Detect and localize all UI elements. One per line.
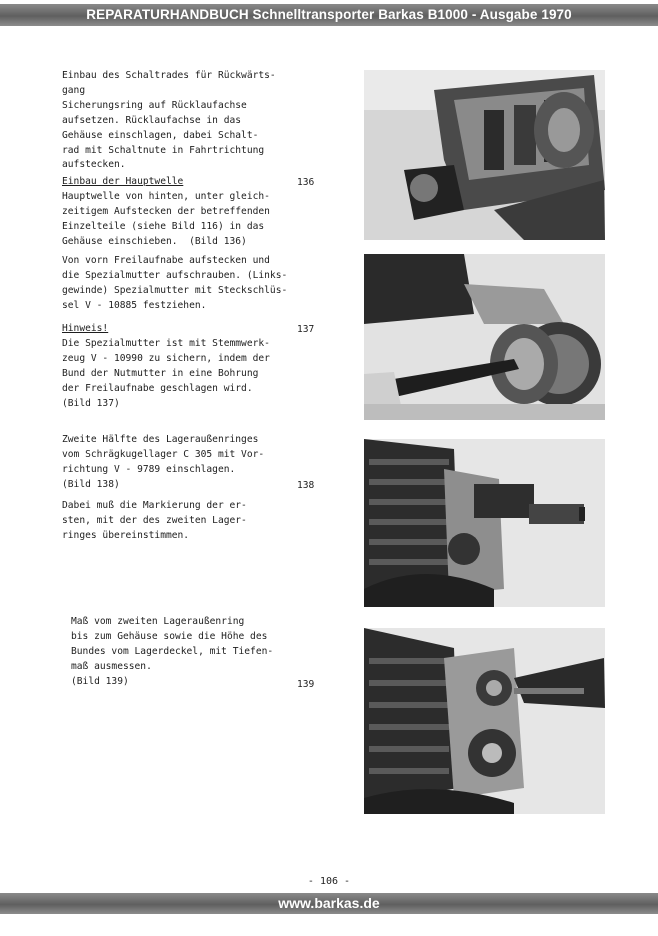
text-block-marking: Dabei muß die Markierung der er- sten, mit der des zweiten Lager- ringes übereinstimmen. <box>62 500 247 541</box>
footer-link[interactable]: www.barkas.de <box>278 895 380 911</box>
figure-number: 137 <box>297 324 315 335</box>
photo-bild-139 <box>364 628 605 814</box>
photo-bild-136 <box>364 70 605 240</box>
text-block-measure: Maß vom zweiten Lageraußenring bis zum Gehäuse sowie die Höhe des Bundes vom Lagerdeckel, mit Tiefen- maß ausmessen. (Bild 139) <box>71 616 274 687</box>
header-bar <box>0 4 658 26</box>
text-block-main-shaft: Einbau der Hauptwelle Hauptwelle von hinten, unter gleich- zeitigem Aufstecken der betreffenden Einzelteile (siehe Bild 116) in das Gehäuse einschieben. (Bild 136) <box>62 176 270 247</box>
footer-bar <box>0 893 658 914</box>
photo-bild-137 <box>364 254 605 420</box>
figure-number: 139 <box>297 679 315 690</box>
page-number: - 106 - <box>307 876 351 887</box>
text-block-freewheel: Von vorn Freilaufnabe aufstecken und die Spezialmutter aufschrauben. (Links- gewinde) Spezialmutter mit Steckschlüs- sel V - 10885 festziehen. <box>62 255 288 311</box>
text-block-reverse-gear: Einbau des Schaltrades für Rückwärts- gang Sicherungsring auf Rücklaufachse aufsetzen. Rücklaufachse in das Gehäuse einschlagen, dabei Schalt- rad mit Schaltnute in Fahrtrichtung aufstecken. <box>62 70 276 171</box>
photo-bild-138 <box>364 439 605 607</box>
page-title: REPARATURHANDBUCH Schnelltransporter Barkas B1000 - Ausgabe 1970 <box>86 7 572 22</box>
figure-number: 138 <box>297 480 315 491</box>
section-heading: Einbau der Hauptwelle <box>62 176 184 187</box>
text-block-hinweis: Hinweis! Die Spezialmutter ist mit Stemmwerk- zeug V - 10990 zu sichern, indem der Bund der Nutmutter in eine Bohrung der Freilaufnabe geschlagen wird. (Bild 137) <box>62 323 270 409</box>
section-heading: Hinweis! <box>62 323 109 334</box>
text-block-bearing-ring: Zweite Hälfte des Lageraußenringes vom Schrägkugellager C 305 mit Vor- richtung V - 9789 einschlagen. (Bild 138) <box>62 434 265 490</box>
figure-number: 136 <box>297 177 315 188</box>
